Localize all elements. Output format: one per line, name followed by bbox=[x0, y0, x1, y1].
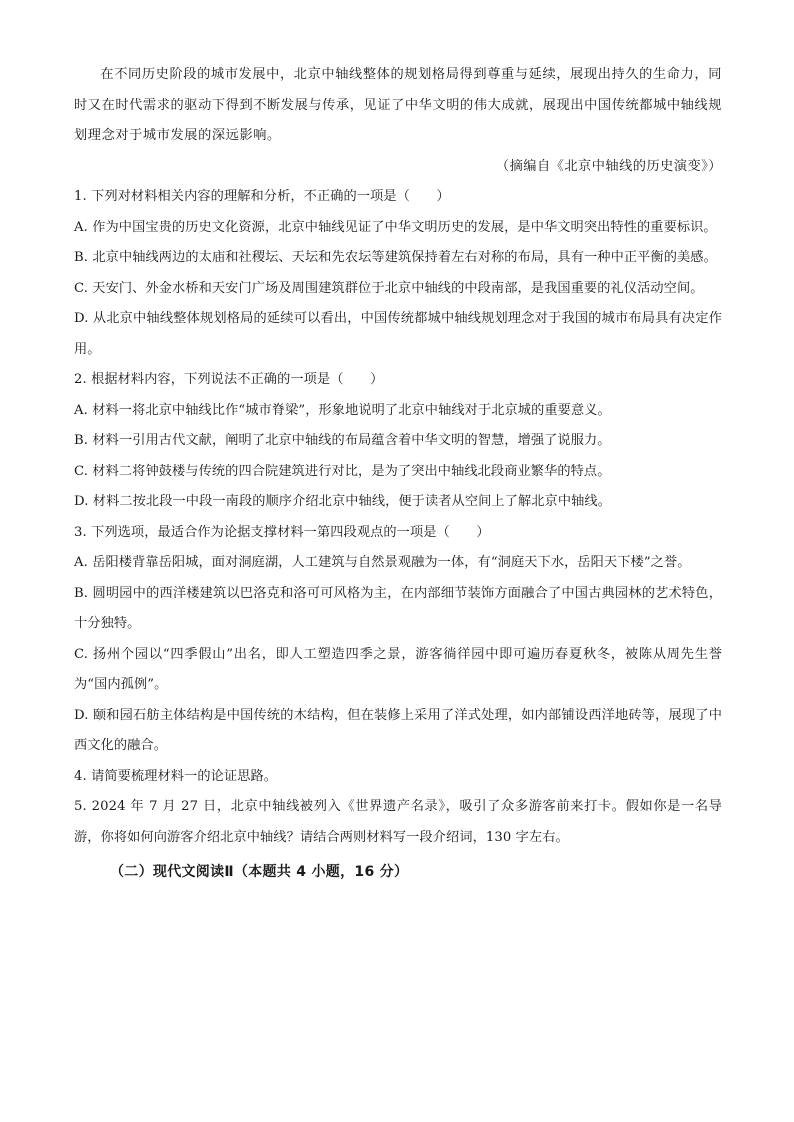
option-d: D. 材料二按北段一中段一南段的顺序介绍北京中轴线，便于读者从空间上了解北京中轴线。 bbox=[74, 494, 611, 509]
option-c: C. 天安门、外金水桥和天安门广场及周围建筑群位于北京中轴线的中段南部，是我国重要的礼仪活动空间。 bbox=[74, 280, 704, 296]
question-1 bbox=[74, 182, 722, 365]
passage-source: （摘编自《北京中轴线的历史演变》） bbox=[495, 158, 722, 174]
option-c: C. 扬州个园以“四季假山”出名，即人工塑造四季之景，游客徜徉园中即可遍历春夏秋冬，被陈从周先生誉为“国内孤例”。 bbox=[74, 646, 722, 692]
question-stem: 2. 根据材料内容，下列说法不正确的一项是（ ） bbox=[74, 372, 384, 387]
question-5 bbox=[74, 792, 722, 853]
section-heading: （二）现代文阅读Ⅱ（本题共 4 小题，16 分） bbox=[110, 864, 409, 880]
question-2 bbox=[74, 365, 722, 518]
option-c: C. 材料二将钟鼓楼与传统的四合院建筑进行对比，是为了突出中轴线北段商业繁华的特点。 bbox=[74, 463, 611, 479]
option-a: A. 材料一将北京中轴线比作“城市脊梁”，形象地说明了北京中轴线对于北京城的重要意义。 bbox=[74, 402, 611, 418]
question-4 bbox=[74, 762, 722, 793]
question-3 bbox=[74, 518, 722, 762]
question-stem: 5. 2024 年 7 月 27 日，北京中轴线被列入《世界遗产名录》，吸引了众多游客前来打卡。假如你是一名导游，你将如何向游客介绍北京中轴线？请结合两则材料写一段介绍词，130 字左右。 bbox=[74, 799, 722, 845]
option-b: B. 北京中轴线两边的太庙和社稷坛、天坛和先农坛等建筑保持着左右对称的布局，具有一种中正平衡的美感。 bbox=[74, 250, 717, 265]
exam-page bbox=[74, 60, 722, 887]
question-stem: 4. 请简要梳理材料一的论证思路。 bbox=[74, 768, 278, 784]
option-b: B. 圆明园中的西洋楼建筑以巴洛克和洛可可风格为主，在内部细节装饰方面融合了中国古典园林的艺术特色，十分独特。 bbox=[74, 585, 722, 631]
option-b: B. 材料一引用古代文献，阐明了北京中轴线的布局蕴含着中华文明的智慧，增强了说服力。 bbox=[74, 433, 611, 448]
option-a: A. 作为中国宝贵的历史文化资源，北京中轴线见证了中华文明历史的发展，是中华文明突出特性的重要标识。 bbox=[74, 219, 717, 235]
question-stem: 3. 下列选项，最适合作为论据支撑材料一第四段观点的一项是（ ） bbox=[74, 524, 490, 540]
question-stem: 1. 下列对材料相关内容的理解和分析，不正确的一项是（ ） bbox=[74, 189, 450, 204]
option-a: A. 岳阳楼背靠岳阳城，面对洞庭湖，人工建筑与自然景观融为一体，有“洞庭天下水，岳阳天下楼”之誉。 bbox=[74, 555, 691, 570]
option-d: D. 从北京中轴线整体规划格局的延续可以看出，中国传统都城中轴线规划理念对于我国的城市布局具有决定作用。 bbox=[74, 311, 722, 357]
option-d: D. 颐和园石舫主体结构是中国传统的木结构，但在装修上采用了洋式处理，如内部铺设西洋地砖等，展现了中西文化的融合。 bbox=[74, 707, 722, 753]
passage-paragraph: 在不同历史阶段的城市发展中，北京中轴线整体的规划格局得到尊重与延续，展现出持久的生命力，同时又在时代需求的驱动下得到不断发展与传承，见证了中华文明的伟大成就，展现出中国传统都城中轴线规划理念对于城市发展的深远影响。 bbox=[74, 67, 723, 143]
